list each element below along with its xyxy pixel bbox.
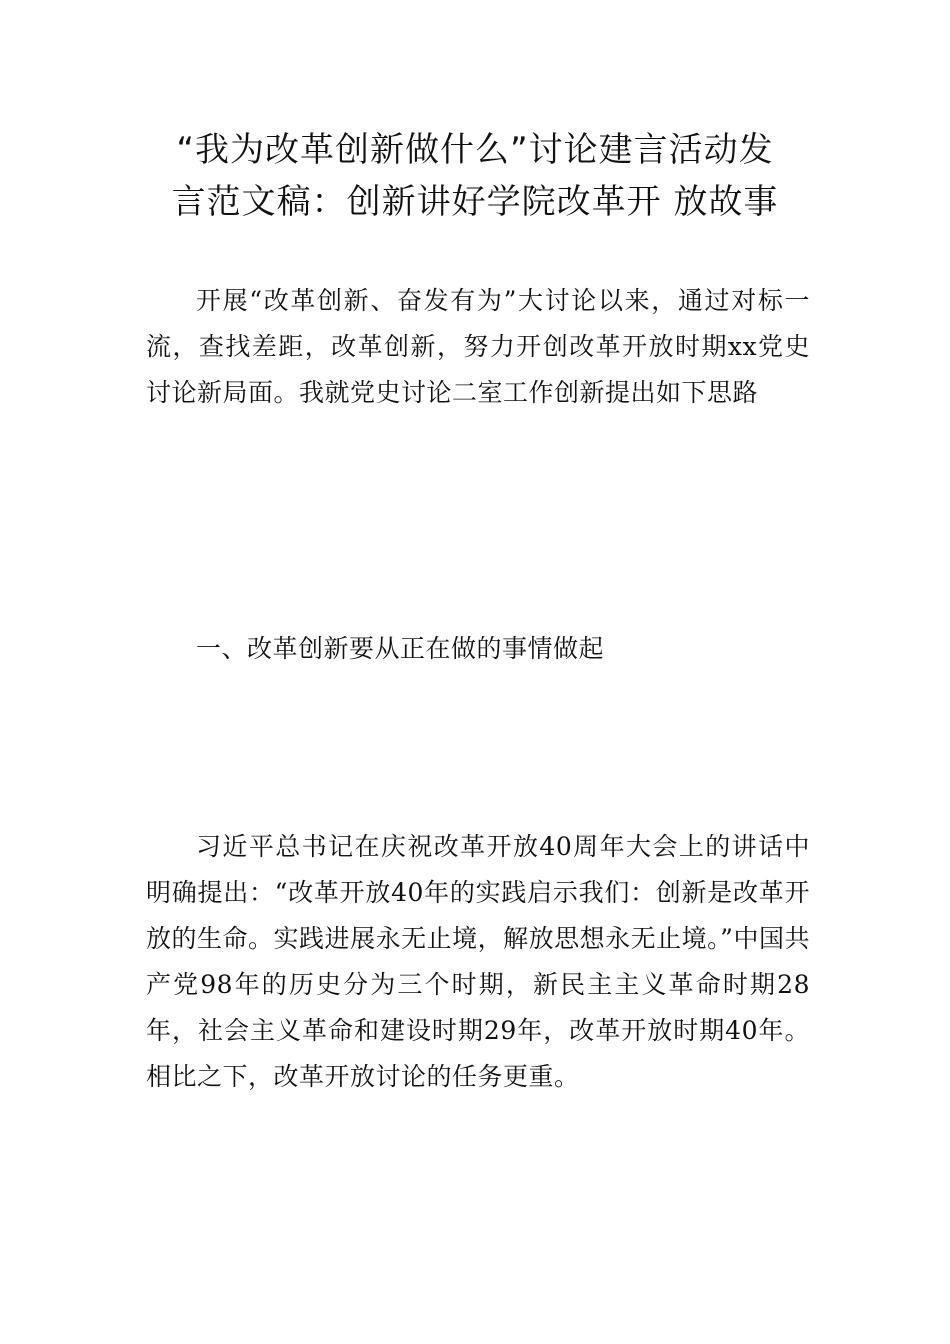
document-title-line-2: 言范文稿：创新讲好学院改革开 放故事: [171, 182, 779, 222]
section-heading-1: 一、改革创新要从正在做的事情做起: [196, 634, 605, 663]
document-title-line-1: “我为改革创新做什么”讨论建言活动发: [176, 130, 774, 170]
body-paragraph-1: 习近平总书记在庆祝改革开放40周年大会上的讲话中明确提出：“改革开放40年的实践启示我们：创新是改革开放的生命。实践进展永无止境，解放思想永无止境。”中国共产党98年的历史分为三个时期，新民主主义革命时期28年，社会主义革命和建设时期29年，改革开放时期40年。相比之下，改革开放讨论的任务更重。: [146, 832, 810, 1091]
intro-paragraph: 开展“改革创新、奋发有为”大讨论以来，通过对标一流，查找差距，改革创新，努力开创改革开放时期xx党史讨论新局面。我就党史讨论二室工作创新提出如下思路: [146, 286, 810, 407]
